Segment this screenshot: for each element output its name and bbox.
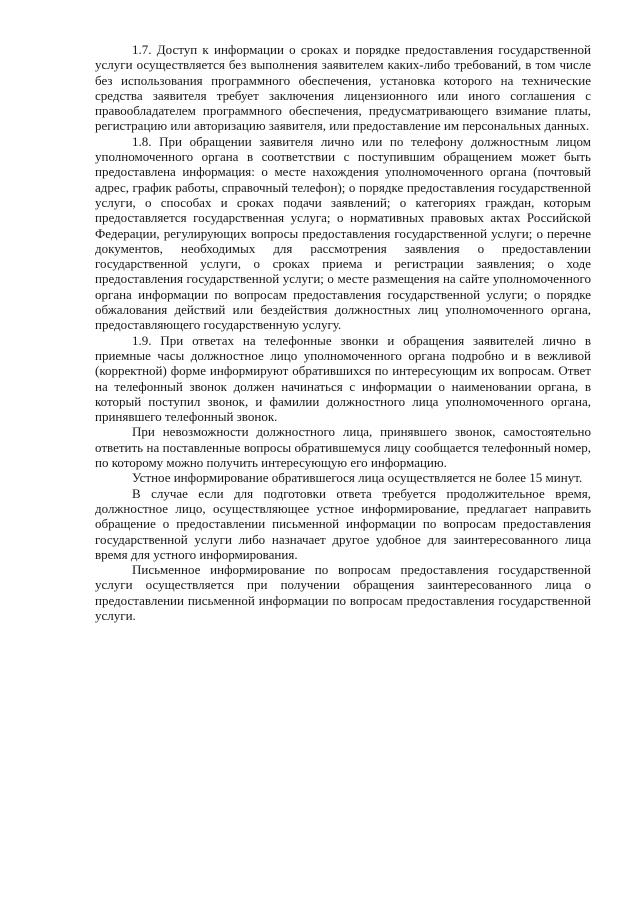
paragraph-oral-duration: Устное информирование обратившегося лица осуществляется не более 15 минут. <box>132 470 583 486</box>
paragraph-call-unavailable: При невозможности должностного лица, принявшего звонок, самостоятельно ответить на поставленные вопросы обратившемуся лицу сообщается телефонный номер, по которому можно получить интересующую его информацию. <box>95 424 591 471</box>
document-page <box>95 42 591 623</box>
paragraph-1-8: 1.8. При обращении заявителя лично или по телефону должностным лицом уполномоченного органа в соответствии с поступившим обращением может быть предоставлена информация: о месте нахождения уполномоченного органа (почтовый адрес, график работы, справочный телефон); о порядке предоставления государственной услуги, о способах и сроках подачи заявлений; о категориях граждан, которым предоставляется государственная услуга; о нормативных правовых актах Российской Федерации, регулирующих вопросы предоставления государственной услуги; о перечне документов, необходимых для рассмотрения заявления о предоставлении государственной услуги, о сроках приема и регистрации заявления; о ходе предоставления государственной услуги; о месте размещения на сайте уполномоченного органа информации по вопросам предоставления государственной услуги; о порядке обжалования действий или бездействия должностных лиц уполномоченного органа, предоставляющего государственную услугу. <box>95 133 591 333</box>
paragraph-1-7: 1.7. Доступ к информации о сроках и порядке предоставления государственной услуги осуществляется без выполнения заявителем каких-либо требований, в том числе без использования программного обеспечения, установка которого на технические средства заявителя требует заключения лицензионного или иного соглашения с правообладателем программного обеспечения, предусматривающего взимание платы, регистрацию или авторизацию заявителя, или предоставление им персональных данных. <box>95 42 591 134</box>
paragraph-written-informing: Письменное информирование по вопросам предоставления государственной услуги осуществляется при получении обращения заинтересованного лица о предоставлении письменной информации по вопросам предоставления государственной услуги. <box>95 562 591 623</box>
paragraph-extended-answer: В случае если для подготовки ответа требуется продолжительное время, должностное лицо, осуществляющее устное информирование, предлагает направить обращение о предоставлении письменной информации по вопросам предоставления государственной услуги либо назначает другое удобное для заинтересованного лица время для устного информирования. <box>95 485 591 562</box>
paragraph-1-9: 1.9. При ответах на телефонные звонки и обращения заявителей лично в приемные часы должностное лицо уполномоченного органа подробно и в вежливой (корректной) форме информируют обратившихся по интересующим их вопросам. Ответ на телефонный звонок должен начинаться с информации о наименовании органа, в который поступил звонок, и фамилии должностного лица уполномоченного органа, принявшего телефонный звонок. <box>95 332 591 425</box>
